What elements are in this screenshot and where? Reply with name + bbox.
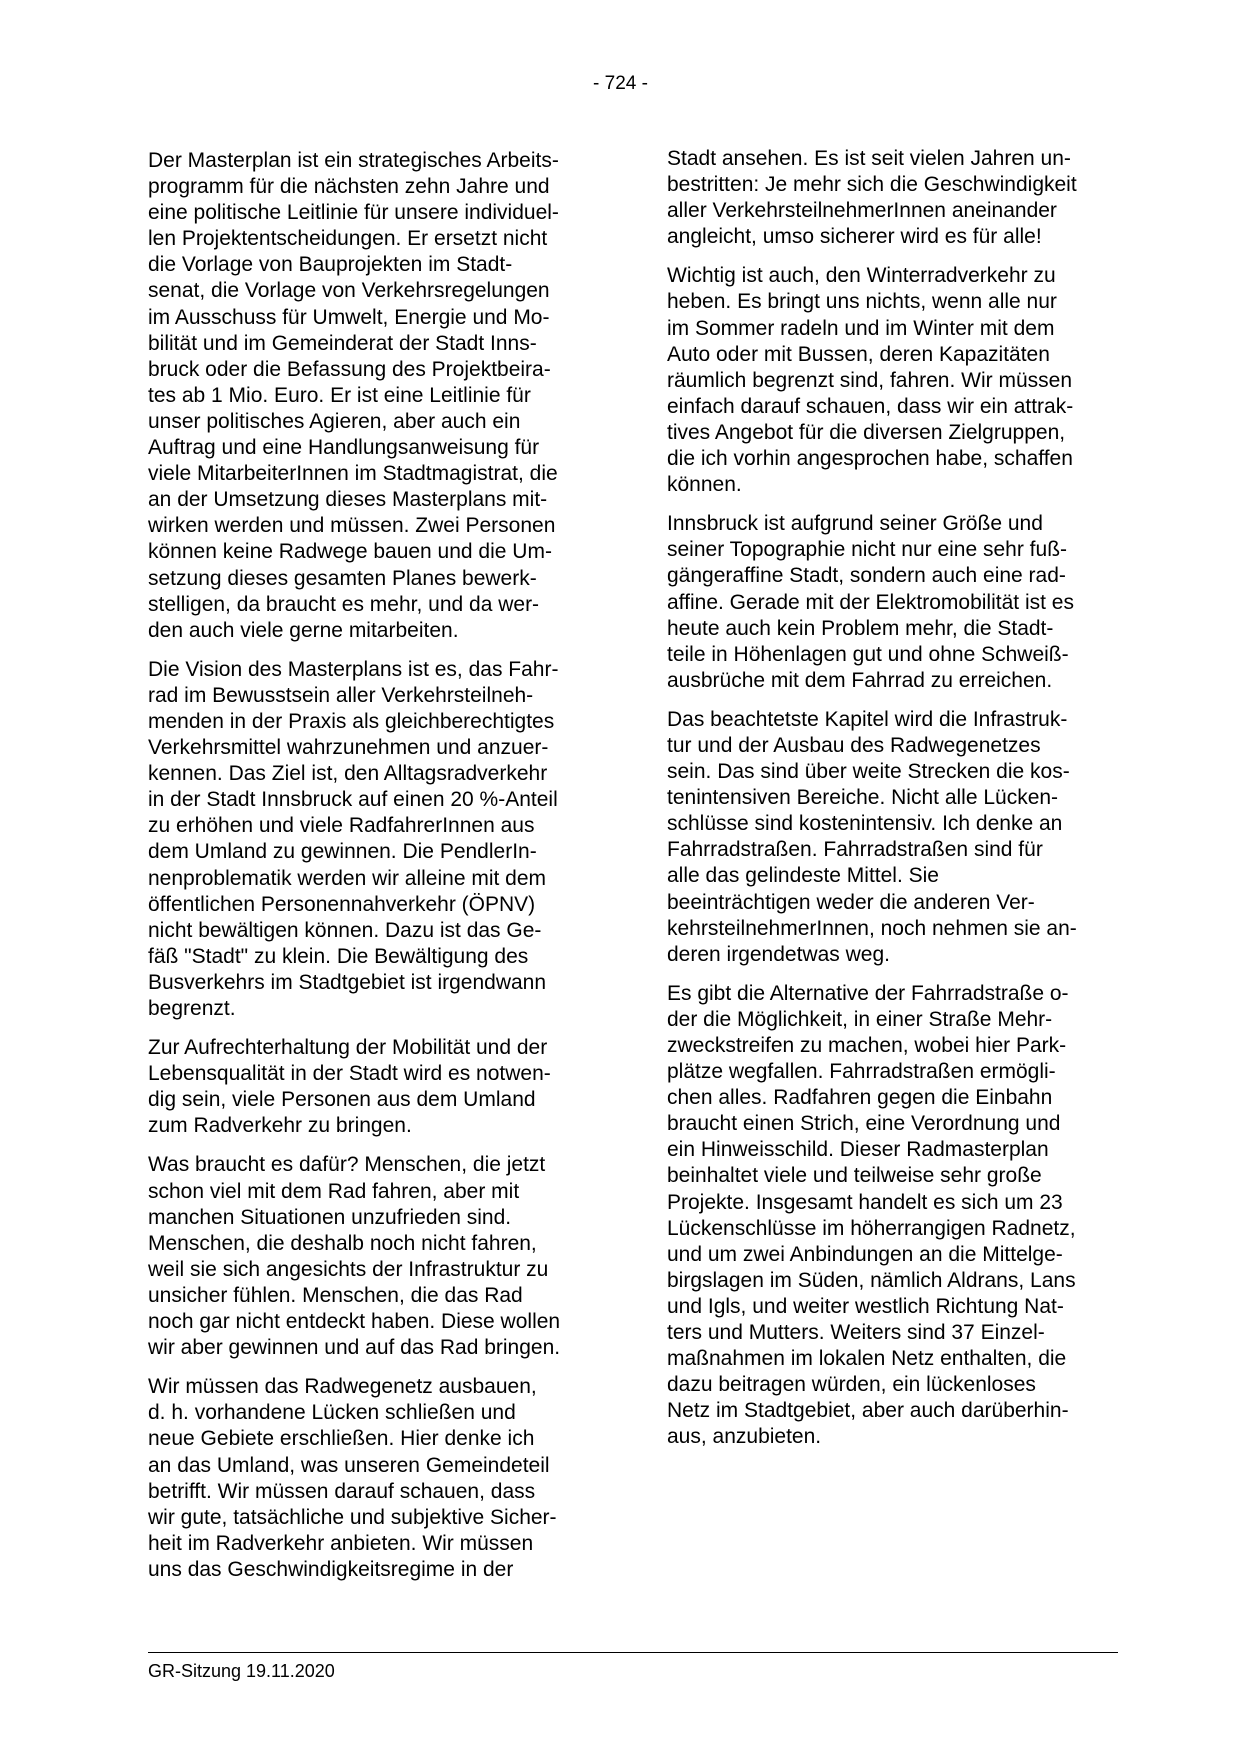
text-line: an das Umland, was unseren Gemeindeteil xyxy=(148,1453,550,1477)
text-line: tes ab 1 Mio. Euro. Er ist eine Leitlinie für xyxy=(148,383,531,407)
text-line: deren irgendetwas weg. xyxy=(667,942,890,966)
text-line: affine. Gerade mit der Elektromobilität ist es xyxy=(667,590,1074,614)
footer-session-date: GR-Sitzung 19.11.2020 xyxy=(148,1661,335,1681)
text-line: Fahrradstraßen. Fahrradstraßen sind für xyxy=(667,838,1043,862)
text-line: maßnahmen im lokalen Netz enthalten, die xyxy=(667,1347,1067,1371)
text-line: len Projektentscheidungen. Er ersetzt nicht xyxy=(148,227,548,251)
left-column xyxy=(148,148,602,1596)
paragraph xyxy=(667,707,1121,968)
text-line: Stadt ansehen. Es ist seit vielen Jahren un- xyxy=(667,147,1071,170)
text-line: Innsbruck ist aufgrund seiner Größe und xyxy=(667,512,1043,536)
text-line: ausbrüche mit dem Fahrrad zu erreichen. xyxy=(667,668,1053,692)
text-line: nenproblematik werden wir alleine mit dem xyxy=(148,866,547,890)
text-line: noch gar nicht entdeckt haben. Diese wollen xyxy=(148,1310,561,1334)
text-line: fäß "Stadt" zu klein. Die Bewältigung des xyxy=(148,944,529,968)
text-line: die ich vorhin angesprochen habe, schaffen xyxy=(667,447,1073,471)
text-line: Auftrag und eine Handlungsanweisung für xyxy=(148,436,540,460)
text-line: kennen. Das Ziel ist, den Alltagsradverkehr xyxy=(148,762,548,786)
text-line: kehrsteilnehmerInnen, noch nehmen sie an- xyxy=(667,916,1077,940)
paragraph xyxy=(667,981,1121,1451)
text-line: und um zwei Anbindungen an die Mittelge- xyxy=(667,1242,1063,1266)
text-line: die Vorlage von Bauprojekten im Stadt- xyxy=(148,253,513,277)
text-line: Projekte. Insgesamt handelt es sich um 23 xyxy=(667,1190,1063,1214)
text-line: beeinträchtigen weder die anderen Ver- xyxy=(667,890,1035,914)
text-line: den auch viele gerne mitarbeiten. xyxy=(148,618,459,642)
text-line: im Ausschuss für Umwelt, Energie und Mo- xyxy=(148,305,550,329)
text-line: weil sie sich angesichts der Infrastruktur zu xyxy=(148,1257,549,1281)
paragraph xyxy=(667,146,1121,250)
text-line: seiner Topographie nicht nur eine sehr fuß- xyxy=(667,538,1068,562)
text-line: können keine Radwege bauen und die Um- xyxy=(148,540,552,564)
text-line: Zur Aufrechterhaltung der Mobilität und der xyxy=(148,1036,548,1060)
text-line: uns das Geschwindigkeitsregime in der xyxy=(148,1557,514,1581)
text-line: Verkehrsmittel wahrzunehmen und anzuer- xyxy=(148,736,549,760)
text-line: setzung dieses gesamten Planes bewerk- xyxy=(148,566,537,590)
text-line: in der Stadt Innsbruck auf einen 20 %-Anteil xyxy=(148,788,558,812)
text-line: birgslagen im Süden, nämlich Aldrans, Lans xyxy=(667,1268,1076,1292)
paragraph xyxy=(148,1374,602,1583)
text-line: teile in Höhenlagen gut und ohne Schweiß- xyxy=(667,642,1069,666)
text-line: an der Umsetzung dieses Masterplans mit- xyxy=(148,488,548,512)
text-line: räumlich begrenzt sind, fahren. Wir müssen xyxy=(667,368,1072,392)
text-line: Busverkehrs im Stadtgebiet ist irgendwann xyxy=(148,970,547,994)
text-line: schon viel mit dem Rad fahren, aber mit xyxy=(148,1179,520,1203)
page-number: - 724 - xyxy=(593,73,648,94)
text-line: zum Radverkehr zu bringen. xyxy=(148,1114,412,1138)
text-line: bruck oder die Befassung des Projektbeira- xyxy=(148,357,551,381)
text-line: neue Gebiete erschließen. Hier denke ich xyxy=(148,1427,535,1451)
text-line: Auto oder mit Bussen, deren Kapazitäten xyxy=(667,342,1050,366)
text-line: bilität und im Gemeinderat der Stadt Inns- xyxy=(148,331,537,355)
right-column xyxy=(667,146,1121,1464)
text-line: stelligen, da braucht es mehr, und da wer- xyxy=(148,592,540,616)
text-line: tur und der Ausbau des Radwegenetzes xyxy=(667,733,1041,757)
text-line: menden in der Praxis als gleichberechtigtes xyxy=(148,709,555,733)
text-line: programm für die nächsten zehn Jahre und xyxy=(148,175,550,199)
text-line: nicht bewältigen können. Dazu ist das Ge- xyxy=(148,918,542,942)
text-line: können. xyxy=(667,473,742,497)
text-line: öffentlichen Personennahverkehr (ÖPNV) xyxy=(148,892,536,916)
text-line: rad im Bewusstsein aller Verkehrsteilneh- xyxy=(148,683,534,707)
text-line: unsicher fühlen. Menschen, die das Rad xyxy=(148,1283,523,1307)
text-line: dazu beitragen würden, ein lückenloses xyxy=(667,1373,1036,1397)
text-line: Der Masterplan ist ein strategisches Arbeits- xyxy=(148,149,559,172)
text-line: alle das gelindeste Mittel. Sie xyxy=(667,864,939,888)
text-line: chen alles. Radfahren gegen die Einbahn xyxy=(667,1086,1053,1110)
text-line: schlüsse sind kostenintensiv. Ich denke an xyxy=(667,812,1063,836)
text-line: beinhaltet viele und teilweise sehr große xyxy=(667,1164,1042,1188)
text-line: heben. Es bringt uns nichts, wenn alle nur xyxy=(667,290,1057,314)
text-line: Was braucht es dafür? Menschen, die jetzt xyxy=(148,1153,546,1177)
text-line: manchen Situationen unzufrieden sind. xyxy=(148,1205,512,1229)
text-line: viele MitarbeiterInnen im Stadtmagistrat, die xyxy=(148,462,558,486)
text-line: Die Vision des Masterplans ist es, das Fahr- xyxy=(148,657,559,681)
footer-divider xyxy=(148,1652,1118,1653)
text-line: zu erhöhen und viele RadfahrerInnen aus xyxy=(148,814,535,838)
text-line: Wichtig ist auch, den Winterradverkehr zu xyxy=(667,264,1056,288)
text-line: Lückenschlüsse im höherrangigen Radnetz, xyxy=(667,1216,1076,1240)
text-line: angleicht, umso sicherer wird es für alle! xyxy=(667,225,1042,249)
text-line: bestritten: Je mehr sich die Geschwindigkeit xyxy=(667,173,1077,197)
text-line: ters und Mutters. Weiters sind 37 Einzel- xyxy=(667,1321,1045,1345)
text-line: braucht einen Strich, eine Verordnung und xyxy=(667,1112,1061,1136)
text-line: d. h. vorhandene Lücken schließen und xyxy=(148,1401,516,1425)
text-line: im Sommer radeln und im Winter mit dem xyxy=(667,316,1055,340)
text-line: aus, anzubieten. xyxy=(667,1425,822,1449)
text-line: eine politische Leitlinie für unsere individuel- xyxy=(148,201,559,225)
text-line: aller VerkehrsteilnehmerInnen aneinander xyxy=(667,199,1057,223)
text-line: heit im Radverkehr anbieten. Wir müssen xyxy=(148,1531,534,1555)
text-line: senat, die Vorlage von Verkehrsregelungen xyxy=(148,279,550,303)
text-line: Netz im Stadtgebiet, aber auch darüberhin- xyxy=(667,1399,1069,1423)
text-line: zweckstreifen zu machen, wobei hier Park- xyxy=(667,1034,1067,1057)
text-line: begrenzt. xyxy=(148,997,236,1020)
paragraph xyxy=(148,1152,602,1361)
text-line: der die Möglichkeit, in einer Straße Mehr- xyxy=(667,1007,1053,1031)
text-line: wir gute, tatsächliche und subjektive Sicher- xyxy=(148,1505,557,1529)
paragraph xyxy=(148,148,602,644)
text-line: sein. Das sind über weite Strecken die kos- xyxy=(667,760,1070,784)
text-line: gängeraffine Stadt, sondern auch eine rad- xyxy=(667,564,1066,588)
text-line: wir aber gewinnen und auf das Rad bringen. xyxy=(148,1336,561,1360)
text-line: wirken werden und müssen. Zwei Personen xyxy=(148,514,556,538)
text-line: dig sein, viele Personen aus dem Umland xyxy=(148,1088,536,1112)
text-line: betrifft. Wir müssen darauf schauen, dass xyxy=(148,1479,536,1503)
text-line: tenintensiven Bereiche. Nicht alle Lücken- xyxy=(667,786,1059,810)
paragraph xyxy=(148,657,602,1022)
paragraph xyxy=(667,263,1121,498)
text-line: ein Hinweisschild. Dieser Radmasterplan xyxy=(667,1138,1049,1162)
text-line: und Igls, und weiter westlich Richtung Nat- xyxy=(667,1294,1064,1318)
text-line: Menschen, die deshalb noch nicht fahren, xyxy=(148,1231,537,1255)
text-line: tives Angebot für die diversen Zielgruppen, xyxy=(667,420,1066,444)
text-line: Lebensqualität in der Stadt wird es notwen- xyxy=(148,1062,551,1086)
text-line: heute auch kein Problem mehr, die Stadt- xyxy=(667,616,1054,640)
text-line: plätze wegfallen. Fahrradstraßen ermögli- xyxy=(667,1060,1056,1084)
paragraph xyxy=(667,511,1121,694)
text-line: Wir müssen das Radwegenetz ausbauen, xyxy=(148,1375,537,1399)
text-line: dem Umland zu gewinnen. Die PendlerIn- xyxy=(148,840,537,864)
paragraph xyxy=(148,1035,602,1139)
text-line: einfach darauf schauen, dass wir ein attrak- xyxy=(667,394,1074,418)
text-line: unser politisches Agieren, aber auch ein xyxy=(148,409,521,433)
text-line: Es gibt die Alternative der Fahrradstraße o- xyxy=(667,981,1069,1005)
text-line: Das beachtetste Kapitel wird die Infrastruk- xyxy=(667,707,1068,731)
